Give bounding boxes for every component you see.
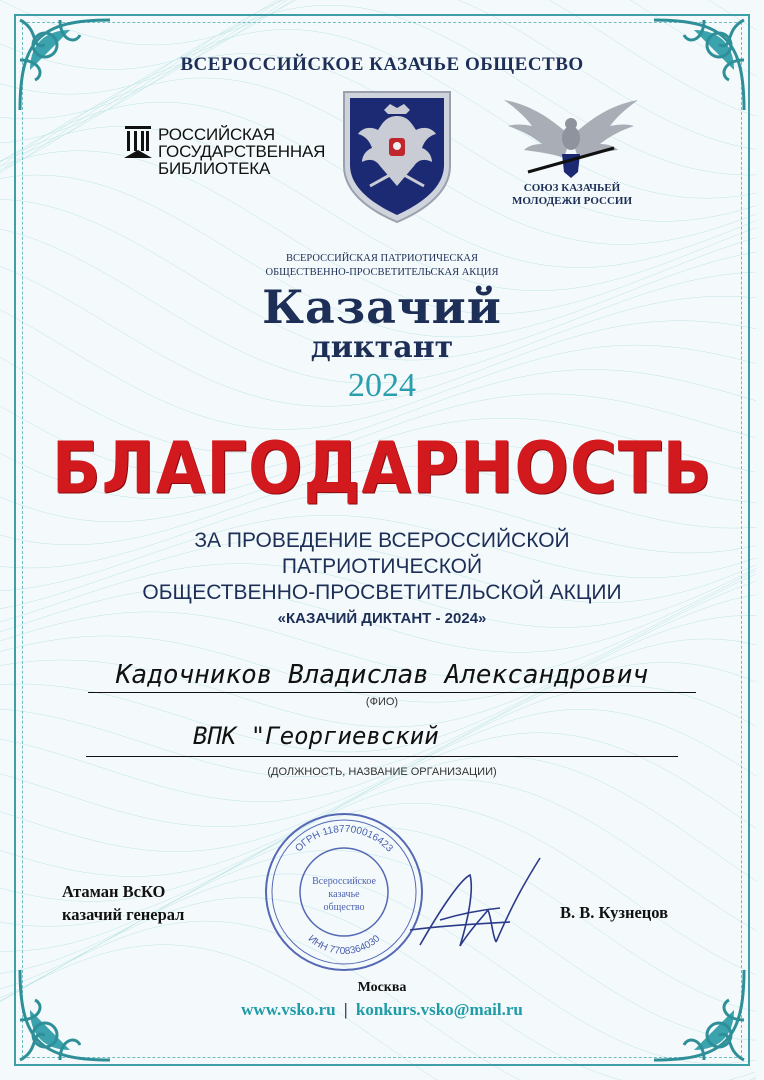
- stamp-center-line: Всероссийское: [312, 876, 376, 887]
- action-subtitle-line: ОБЩЕСТВЕННО-ПРОСВЕТИТЕЛЬСКАЯ АКЦИЯ: [265, 267, 499, 278]
- reason-line: «КАЗАЧИЙ ДИКТАНТ - 2024»: [277, 610, 487, 627]
- city: Москва: [357, 980, 407, 995]
- action-subtitle: [0, 252, 764, 280]
- youth-union-line: МОЛОДЕЖИ РОССИИ: [511, 195, 633, 207]
- email-link[interactable]: konkurs.vsko@mail.ru: [355, 1000, 523, 1019]
- stamp-center-line: казачье: [328, 889, 360, 900]
- stamp-ring-top-text: ОГРН 1187700016423: [293, 823, 395, 855]
- gratitude-heading: БЛАГОДАРНОСТЬ: [51, 427, 713, 511]
- signer-position-line: Атаман ВсКО: [62, 882, 166, 901]
- recipient-name: Кадочников Владислав Александрович: [115, 660, 649, 690]
- signer-name: В. В. Кузнецов: [560, 903, 669, 922]
- contacts: [0, 1000, 764, 1020]
- dictation-title: Казачий: [262, 280, 502, 334]
- dictation-subtitle: диктант: [310, 330, 454, 365]
- signer-position-line: казачий генерал: [62, 905, 185, 924]
- recipient-organization: ВПК "Георгиевский: [193, 722, 439, 750]
- dictation-year: 2024: [348, 367, 416, 404]
- contacts-separator: |: [343, 1000, 348, 1019]
- reason-line: ОБЩЕСТВЕННО-ПРОСВЕТИТЕЛЬСКОЙ АКЦИИ: [142, 581, 622, 604]
- signer-position: [62, 880, 184, 926]
- handwritten-signature: [400, 850, 550, 960]
- youth-union-line: СОЮЗ КАЗАЧЬЕЙ: [523, 182, 621, 194]
- youth-union-label: [488, 182, 656, 208]
- reason-text: [0, 528, 764, 632]
- library-logo: [124, 126, 325, 177]
- library-logo-line: ГОСУДАРСТВЕННАЯ: [158, 142, 326, 161]
- reason-line: ЗА ПРОВЕДЕНИЕ ВСЕРОССИЙСКОЙ: [194, 529, 570, 552]
- youth-union-eagle-icon: [498, 96, 644, 182]
- reason-line: ПАТРИОТИЧЕСКОЙ: [281, 555, 483, 578]
- name-caption: (ФИО): [365, 696, 399, 708]
- stamp-center-line: общество: [323, 902, 365, 913]
- stamp-ring-bottom-text: ИНН 7708364030: [305, 933, 383, 958]
- name-underline: [88, 692, 696, 693]
- library-logo-line: РОССИЙСКАЯ: [158, 125, 275, 144]
- organization-caption: (ДОЛЖНОСТЬ, НАЗВАНИЕ ОРГАНИЗАЦИИ): [267, 766, 497, 778]
- organization-title: ВСЕРОССИЙСКОЕ КАЗАЧЬЕ ОБЩЕСТВО: [180, 54, 584, 75]
- website-link[interactable]: www.vsko.ru: [241, 1000, 336, 1019]
- organization-underline: [86, 756, 678, 757]
- action-subtitle-line: ВСЕРОССИЙСКАЯ ПАТРИОТИЧЕСКАЯ: [286, 253, 478, 264]
- cossack-shield-emblem-icon: [336, 86, 458, 224]
- library-columns-icon: [124, 126, 152, 158]
- library-logo-line: БИБЛИОТЕКА: [158, 159, 271, 178]
